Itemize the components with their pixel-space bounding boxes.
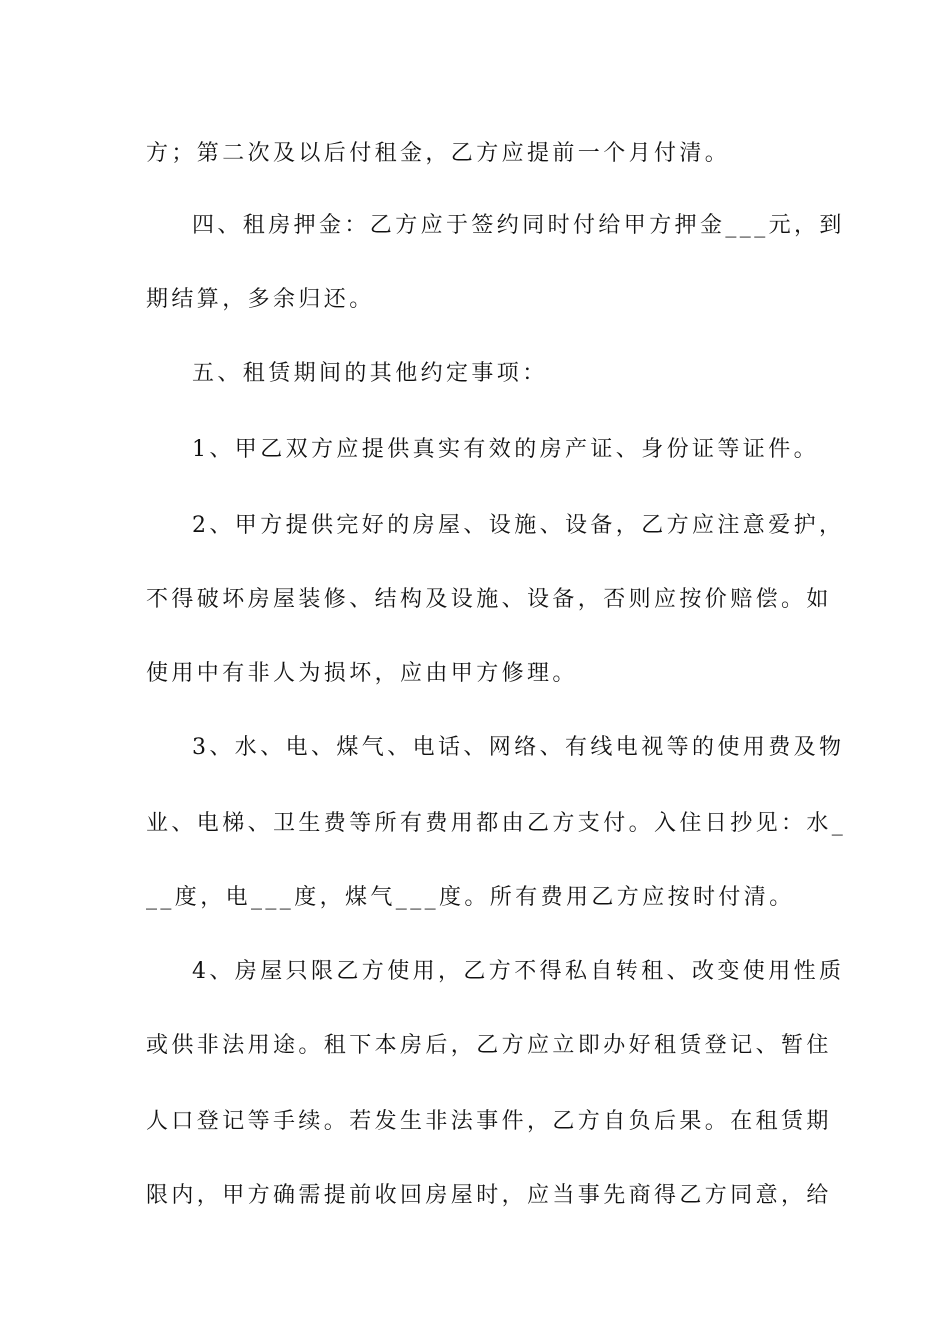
clause-2-line: 2、甲方提供完好的房屋、设施、设备，乙方应注意爱护， (192, 513, 845, 538)
text-line: 或供非法用途。租下本房后，乙方应立即办好租赁登记、暂住 (146, 1033, 832, 1058)
text-line: 业、电梯、卫生费等所有费用都由乙方支付。入住日抄见：水_ (146, 811, 847, 836)
text-line: __度，电___度，煤气___度。所有费用乙方应按时付清。 (146, 885, 795, 910)
text-line: 使用中有非人为损坏，应由甲方修理。 (146, 661, 578, 686)
section-4-deposit-heading: 四、租房押金：乙方应于签约同时付给甲方押金___元，到 (192, 213, 845, 238)
section-5-heading: 五、租赁期间的其他约定事项： (192, 361, 548, 386)
text-line: 期结算，多余归还。 (146, 287, 375, 312)
clause-4-line: 4、房屋只限乙方使用，乙方不得私自转租、改变使用性质 (192, 959, 845, 984)
text-line: 人口登记等手续。若发生非法事件，乙方自负后果。在租赁期 (146, 1109, 832, 1134)
text-line: 不得破坏房屋装修、结构及设施、设备，否则应按价赔偿。如 (146, 587, 832, 612)
text-line: 限内，甲方确需提前收回房屋时，应当事先商得乙方同意，给 (146, 1183, 832, 1208)
text-line: 方；第二次及以后付租金，乙方应提前一个月付清。 (146, 141, 731, 166)
clause-3-line: 3、水、电、煤气、电话、网络、有线电视等的使用费及物 (192, 735, 845, 760)
clause-1-line: 1、甲乙双方应提供真实有效的房产证、身份证等证件。 (192, 437, 819, 462)
